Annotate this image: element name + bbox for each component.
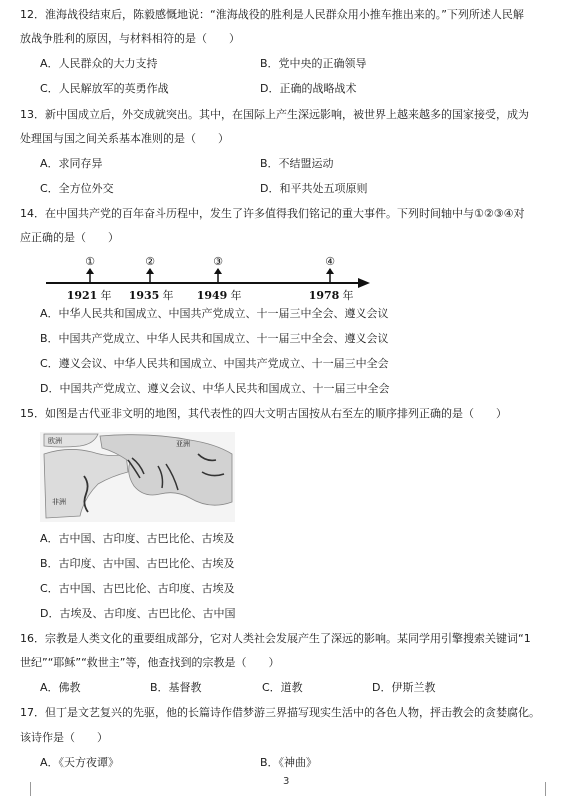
- q16-option-c: C．道教: [262, 681, 303, 694]
- q17-option-a: A．《天方夜谭》: [40, 756, 120, 769]
- q13-option-a: A．求同存异: [40, 157, 103, 170]
- q17-stem-line1: 17．但丁是文艺复兴的先驱，他的长篇诗作借梦游三界描写现实生活中的各色人物，抨击教会的贪婪腐化。: [20, 706, 540, 719]
- q17-stem-line2: 该诗作是（ ）: [20, 731, 108, 744]
- q13-stem-line2: 处理国与国之间关系基本准则的是（ ）: [20, 132, 229, 145]
- timeline-year-4: 1978: [308, 289, 340, 302]
- map-label-africa: 非洲: [52, 498, 66, 506]
- q15-option-c: C．古中国、古巴比伦、古印度、古埃及: [40, 582, 235, 595]
- q16-stem-line1: 16．宗教是人类文化的重要组成部分，它对人类社会发展产生了深远的影响。某同学用引擎搜索关键词“1: [20, 632, 531, 645]
- margin-marker-left: [30, 782, 31, 796]
- q14-timeline: [40, 255, 380, 305]
- q14-option-d: D．中国共产党成立、遵义会议、中华人民共和国成立、十一届三中全会: [40, 382, 390, 395]
- timeline-event-4: [309, 255, 354, 302]
- q15-option-a: A．古中国、古印度、古巴比伦、古埃及: [40, 532, 235, 545]
- q14-stem-line2: 应正确的是（ ）: [20, 231, 119, 244]
- timeline-unit-4: 年: [342, 289, 354, 302]
- timeline-event-3: [197, 255, 242, 302]
- q12-option-a: A．人民群众的大力支持: [40, 57, 158, 70]
- q14-option-b: B．中国共产党成立、中华人民共和国成立、十一届三中全会、遵义会议: [40, 332, 389, 345]
- q16-option-a: A．佛教: [40, 681, 81, 694]
- timeline-year-2: 1935: [128, 289, 160, 302]
- timeline-year-1: 1921: [66, 289, 98, 302]
- timeline-event-2: [129, 255, 174, 302]
- timeline-marker-3: ③: [213, 255, 223, 268]
- q16-option-d: D．伊斯兰教: [372, 681, 436, 694]
- q14-stem-line1: 14．在中国共产党的百年奋斗历程中，发生了许多值得我们铭记的重大事件。下列时间轴中与①②③④对: [20, 207, 525, 220]
- timeline-unit-1: 年: [100, 289, 112, 302]
- q15-option-d: D．古埃及、古印度、古巴比伦、古中国: [40, 607, 236, 620]
- q14-option-c: C．遵义会议、中华人民共和国成立、中国共产党成立、十一届三中全会: [40, 357, 389, 370]
- timeline-event-1: [67, 255, 112, 302]
- timeline-marker-2: ②: [145, 255, 155, 268]
- q15-option-b: B．古印度、古中国、古巴比伦、古埃及: [40, 557, 235, 570]
- timeline-tick-arrow-4: [326, 268, 334, 274]
- q17-option-b: B．《神曲》: [260, 756, 318, 769]
- timeline-tick-arrow-2: [146, 268, 154, 274]
- q16-option-b: B．基督教: [150, 681, 202, 694]
- q16-stem-line2: 世纪”“耶稣”“救世主”等，他查找到的宗教是（ ）: [20, 656, 280, 669]
- q12-option-b: B．党中央的正确领导: [260, 57, 367, 70]
- q15-stem-line1: 15．如图是古代亚非文明的地图，其代表性的四大文明古国按从右至左的顺序排列正确的是（ ）: [20, 407, 507, 420]
- timeline-unit-3: 年: [230, 289, 242, 302]
- map-label-europe: 欧洲: [48, 437, 62, 445]
- q13-stem-line1: 13．新中国成立后，外交成就突出。其中，在国际上产生深远影响，被世界上越来越多的国家接受，成为: [20, 108, 529, 121]
- timeline-tick-arrow-3: [214, 268, 222, 274]
- ancient-civilizations-map: [40, 432, 235, 522]
- timeline-unit-2: 年: [162, 289, 174, 302]
- timeline-marker-1: ①: [85, 255, 95, 268]
- timeline-marker-4: ④: [325, 255, 335, 268]
- q12-stem-line2: 放战争胜利的原因，与材料相符的是（ ）: [20, 32, 240, 45]
- map-label-asia: 亚洲: [176, 440, 190, 448]
- q13-option-b: B．不结盟运动: [260, 157, 334, 170]
- q12-option-d: D．正确的战略战术: [260, 82, 357, 95]
- q13-option-c: C．全方位外交: [40, 182, 114, 195]
- q13-option-d: D．和平共处五项原则: [260, 182, 368, 195]
- timeline-arrowhead: [358, 278, 370, 288]
- q12-option-c: C．人民解放军的英勇作战: [40, 82, 169, 95]
- page-number: 3: [283, 776, 290, 787]
- timeline-tick-arrow-1: [86, 268, 94, 274]
- q12-stem-line1: 12．淮海战役结束后，陈毅感慨地说：“淮海战役的胜利是人民群众用小推车推出来的。”下列所述人民解: [20, 8, 524, 21]
- margin-marker-right: [545, 782, 546, 796]
- timeline-year-3: 1949: [196, 289, 228, 302]
- q14-option-a: A．中华人民共和国成立、中国共产党成立、十一届三中全会、遵义会议: [40, 307, 389, 320]
